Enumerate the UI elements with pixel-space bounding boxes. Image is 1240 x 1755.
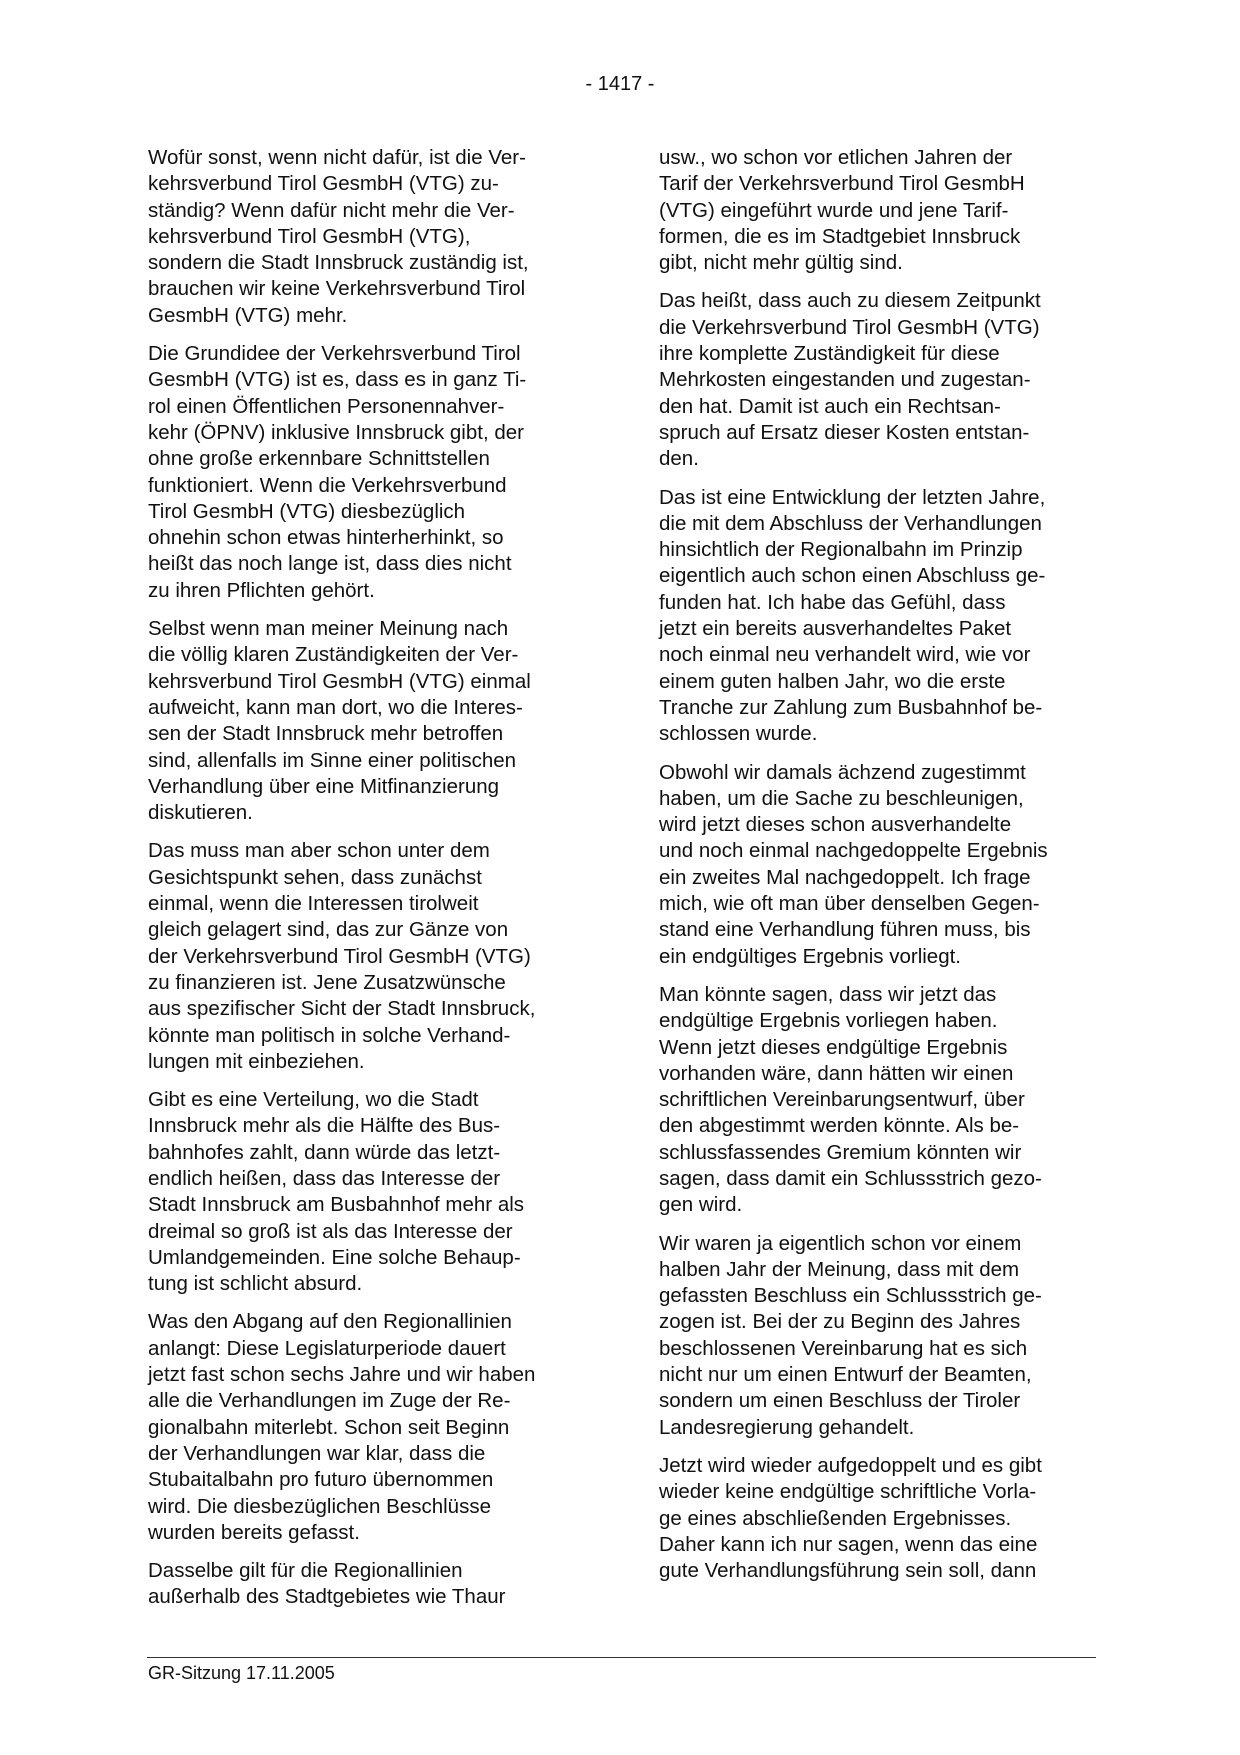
paragraph: Wir waren ja eigentlich schon vor einem halben Jahr der Meinung, dass mit dem gefassten Beschluss ein Schlussstrich ge- zogen ist. Bei der zu Beginn des Jahres beschlossenen Vereinbarung hat es sich nicht nur um einen Entwurf der Beamten, sondern um einen Beschluss der Tiroler Landesregierung gehandelt. [659, 1231, 1042, 1439]
footer-divider [147, 1657, 1096, 1658]
paragraph: Dasselbe gilt für die Regionallinien außerhalb des Stadtgebietes wie Thaur [148, 1559, 506, 1609]
right-text-column [659, 145, 1099, 1596]
paragraph: Das heißt, dass auch zu diesem Zeitpunkt die Verkehrsverbund Tirol GesmbH (VTG) ihre komplette Zuständigkeit für diese Mehrkosten eingestanden und zugestan- den hat. Damit ist auch ein Rechtsan- spruch auf Ersatz dieser Kosten entstan- den. [659, 289, 1041, 471]
paragraph: usw., wo schon vor etlichen Jahren der Tarif der Verkehrsverbund Tirol GesmbH (VTG) eingeführt wurde und jene Tarif- formen, die es im Stadtgebiet Innsbruck gibt, nicht mehr gültig sind. [659, 146, 1025, 275]
paragraph: Obwohl wir damals ächzend zugestimmt haben, um die Sache zu beschleunigen, wird jetzt dieses schon ausverhandelte und noch einmal nachgedoppelte Ergebnis ein zweites Mal nachgedoppelt. Ich frage mich, wie oft man über denselben Gegen- stand eine Verhandlung führen muss, bis ein endgültiges Ergebnis vorliegt. [659, 760, 1048, 968]
left-text-column [148, 145, 588, 1623]
footer-session-date: GR-Sitzung 17.11.2005 [148, 1663, 335, 1683]
paragraph: Was den Abgang auf den Regionallinien anlangt: Diese Legislaturperiode dauert jetzt fast schon sechs Jahre und wir haben alle die Verhandlungen im Zuge der Re- gionalbahn miterlebt. Schon seit Beginn der Verhandlungen war klar, dass die Stubaitalbahn pro futuro übernommen wird. Die diesbezüglichen Beschlüsse wurden bereits gefasst. [148, 1310, 536, 1544]
paragraph: Jetzt wird wieder aufgedoppelt und es gibt wieder keine endgültige schriftliche Vorla- ge eines abschließenden Ergebnisses. Daher kann ich nur sagen, wenn das eine gute Verhandlungsführung sein soll, dann [659, 1453, 1042, 1583]
page-number: - 1417 - [585, 73, 655, 95]
paragraph: Man könnte sagen, dass wir jetzt das endgültige Ergebnis vorliegen haben. Wenn jetzt dieses endgültige Ergebnis vorhanden wäre, dann hätten wir einen schriftlichen Vereinbarungsentwurf, über den abgestimmt werden könnte. Als be- schlussfassendes Gremium könnten wir sagen, dass damit ein Schlussstrich gezo- gen wird. [659, 982, 1042, 1217]
paragraph: Das muss man aber schon unter dem Gesichtspunkt sehen, dass zunächst einmal, wenn die Interessen tirolweit gleich gelagert sind, das zur Gänze von der Verkehrsverbund Tirol GesmbH (VTG) zu finanzieren ist. Jene Zusatzwünsche aus spezifischer Sicht der Stadt Innsbruck, könnte man politisch in solche Verhand- lungen mit einbeziehen. [148, 839, 536, 1073]
paragraph: Die Grundidee der Verkehrsverbund Tirol GesmbH (VTG) ist es, dass es in ganz Ti- rol einen Öffentlichen Personennahver- kehr (ÖPNV) inklusive Innsbruck gibt, der ohne große erkennbare Schnittstellen funktioniert. Wenn die Verkehrsverbund Tirol GesmbH (VTG) diesbezüglich ohnehin schon etwas hinterherhinkt, so heißt das noch lange ist, dass dies nicht zu ihren Pflichten gehört. [148, 342, 527, 602]
paragraph: Wofür sonst, wenn nicht dafür, ist die Ver- kehrsverbund Tirol GesmbH (VTG) zu- ständig? Wenn dafür nicht mehr die Ver- kehrsverbund Tirol GesmbH (VTG), sondern die Stadt Innsbruck zuständig ist, brauchen wir keine Verkehrsverbund Tirol GesmbH (VTG) mehr. [148, 146, 529, 327]
paragraph: Gibt es eine Verteilung, wo die Stadt Innsbruck mehr als die Hälfte des Bus- bahnhofes zahlt, dann würde das letzt- endlich heißen, dass das Interesse der Stadt Innsbruck am Busbahnhof mehr als dreimal so groß ist als das Interesse der Umlandgemeinden. Eine solche Behaup- tung ist schlicht absurd. [148, 1088, 525, 1296]
paragraph: Selbst wenn man meiner Meinung nach die völlig klaren Zuständigkeiten der Ver- kehrsverbund Tirol GesmbH (VTG) einmal aufweicht, kann man dort, wo die Interes- sen der Stadt Innsbruck mehr betroffen sind, allenfalls im Sinne einer politischen Verhandlung über eine Mitfinanzierung diskutieren. [148, 617, 531, 825]
paragraph: Das ist eine Entwicklung der letzten Jahre, die mit dem Abschluss der Verhandlungen hinsichtlich der Regionalbahn im Prinzip eigentlich auch schon einen Abschluss ge- funden hat. Ich habe das Gefühl, dass jetzt ein bereits ausverhandeltes Paket noch einmal neu verhandelt wird, wie vor einem guten halben Jahr, wo die erste Tranche zur Zahlung zum Busbahnhof be- schlossen wurde. [659, 485, 1046, 746]
